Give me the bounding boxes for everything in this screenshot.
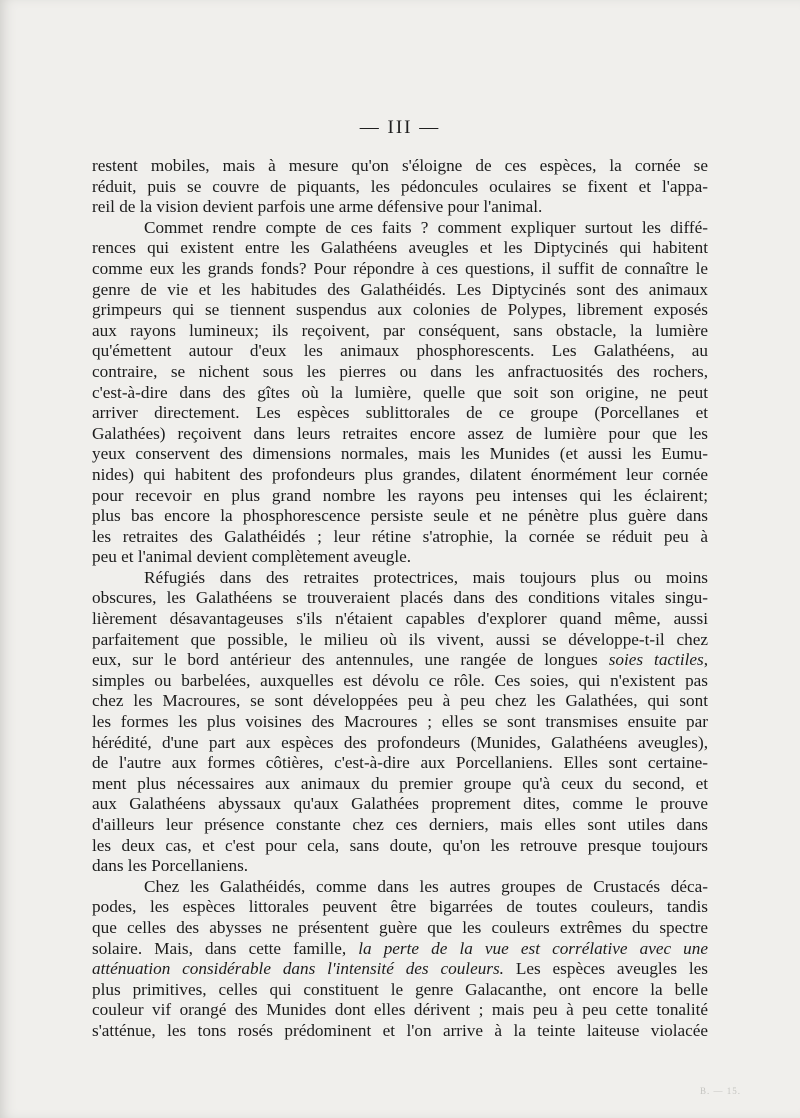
text-segment: contraire, se nichent sous les pierres ou dans les anfractuosités des rochers, [92, 361, 708, 381]
text-line [92, 671, 708, 692]
text-line [92, 465, 708, 486]
text-segment: , [703, 650, 708, 670]
text-line [92, 794, 708, 815]
text-segment: chez les Macroures, se sont développées peu à peu chez les Galathées, qui sont [92, 691, 708, 711]
text-line [92, 630, 708, 651]
text-segment: c'est-à-dire dans des gîtes où la lumière, quelle que soit son origine, ne peut [92, 382, 708, 402]
text-line [92, 877, 708, 898]
text-line [92, 918, 708, 939]
text-segment: hérédité, d'une part aux espèces des profondeurs (Munides, Galathéens aveugles), [92, 732, 708, 752]
text-line [92, 444, 708, 465]
text-segment: restent mobiles, mais à mesure qu'on s'éloigne de ces espèces, la cornée se [92, 156, 708, 175]
italic-text: la perte de la vue est corrélative avec une [358, 938, 709, 958]
text-line [92, 300, 708, 321]
text-segment: grimpeurs qui se tiennent suspendus aux colonies de Polypes, librement exposés [92, 300, 708, 320]
text-segment: obscures, les Galathéens se trouveraient placés dans des conditions vitales singu- [92, 588, 708, 608]
text-segment: peu et l'animal devient complètement aveugle. [92, 547, 412, 567]
text-segment: pour recevoir en plus grand nombre les rayons peu intenses qui les éclairent; [92, 485, 708, 505]
text-segment: d'ailleurs leur présence constante chez ces derniers, mais elles sont utiles dans [92, 815, 708, 834]
text-segment: les formes les plus voisines des Macroures ; elles se sont transmises ensuite par [92, 712, 708, 732]
text-segment: podes, les espèces littorales peuvent être bigarrées de toutes couleurs, tandis [92, 897, 708, 917]
text-line [92, 156, 708, 177]
text-line [92, 527, 708, 548]
text-line [92, 609, 708, 630]
text-segment: couleur vif orangé des Munides dont elles dérivent ; mais peu à peu cette tonalité [92, 1000, 708, 1020]
text-line [92, 383, 708, 404]
text-segment: ment plus nécessaires aux animaux du premier groupe qu'à ceux du second, et [92, 773, 708, 793]
signature-mark: B. — 15. [700, 1086, 742, 1096]
text-segment: parfaitement que possible, le milieu où ils vivent, aussi se développe-t-il chez [92, 629, 708, 649]
text-segment: Commet rendre compte de ces faits ? comment expliquer surtout les diffé- [144, 217, 708, 237]
text-line [92, 712, 708, 733]
text-segment: réduit, puis se couvre de piquants, les pédoncules oculaires se fixent et l'appa- [92, 176, 708, 196]
text-line [92, 259, 708, 280]
body-text [92, 156, 708, 1042]
text-line [92, 506, 708, 527]
text-segment: genre de vie et les habitudes des Galathéidés. Les Diptycinés sont des animaux [92, 279, 708, 299]
text-segment: dans les Porcellaniens. [92, 856, 249, 876]
text-line [92, 1000, 708, 1021]
text-segment: reil de la vision devient parfois une arme défensive pour l'animal. [92, 197, 543, 217]
text-line [92, 547, 708, 568]
text-segment: comme eux les grands fonds? Pour répondre à ces questions, il suffit de connaître le [92, 258, 708, 278]
text-segment: yeux conservent des dimensions normales, mais les Munides (et aussi les Eumu- [92, 444, 708, 464]
text-segment: plus primitives, celles qui constituent le genre Galacanthe, ont encore la belle [92, 979, 708, 999]
text-line [92, 568, 708, 589]
text-line [92, 897, 708, 918]
text-segment: aux Galathéens abyssaux qu'aux Galathées proprement dites, comme le prouve [92, 794, 708, 814]
text-segment: qu'émettent autour d'eux les animaux phosphorescents. Les Galathéens, au [92, 341, 708, 361]
text-line [92, 588, 708, 609]
text-line [92, 980, 708, 1001]
text-line [92, 424, 708, 445]
text-segment: de l'autre aux formes côtières, c'est-à-dire aux Porcellaniens. Elles sont certaine- [92, 753, 708, 773]
text-line [92, 362, 708, 383]
text-line [92, 959, 708, 980]
text-segment: les retraites des Galathéidés ; leur rétine s'atrophie, la cornée se réduit peu à [92, 526, 708, 546]
text-line [92, 733, 708, 754]
text-line [92, 753, 708, 774]
text-segment: Réfugiés dans des retraites protectrices, mais toujours plus ou moins [144, 567, 708, 587]
text-line [92, 691, 708, 712]
text-line [92, 341, 708, 362]
text-segment: simples ou barbelées, auxquelles est dévolu ce rôle. Ces soies, qui n'existent pas [92, 670, 708, 690]
text-segment: s'atténue, les tons rosés prédominent et l'on arrive à la teinte laiteuse violacée [92, 1020, 708, 1040]
text-line [92, 939, 708, 960]
text-segment: Chez les Galathéidés, comme dans les autres groupes de Crustacés déca- [144, 876, 708, 896]
text-segment: aux rayons lumineux; ils reçoivent, par conséquent, sans obstacle, la lumière [92, 320, 708, 340]
text-line [92, 403, 708, 424]
text-line [92, 321, 708, 342]
text-line [92, 650, 708, 671]
text-segment: lièrement désavantageuses s'ils n'étaient capables d'explorer quand même, aussi [92, 609, 708, 629]
text-line [92, 238, 708, 259]
italic-text: soies tactiles [608, 650, 704, 670]
text-segment: arriver directement. Les espèces sublittorales de ce groupe (Porcellanes et [92, 403, 708, 423]
text-line [92, 856, 708, 877]
text-line [92, 218, 708, 239]
text-segment: solaire. Mais, dans cette famille, [92, 938, 359, 958]
text-line [92, 177, 708, 198]
text-line [92, 774, 708, 795]
italic-text: atténuation considérable dans l'intensité des couleurs. [92, 959, 504, 979]
text-segment: plus bas encore la phosphorescence persiste seule et ne pénètre plus guère dans [92, 506, 708, 526]
text-segment: rences qui existent entre les Galathéens aveugles et les Diptycinés qui habitent [92, 238, 708, 258]
page-number: — III — [359, 117, 441, 138]
text-line [92, 197, 708, 218]
text-line [92, 486, 708, 507]
text-segment: que celles des abysses ne présentent guère que les couleurs extrêmes du spectre [92, 917, 708, 937]
text-line [92, 836, 708, 857]
text-segment: Galathées) reçoivent dans leurs retraites encore assez de lumière pour que les [92, 423, 708, 443]
text-segment: eux, sur le bord antérieur des antennules, une rangée de longues [92, 650, 609, 670]
text-segment: Les espèces aveugles les [503, 959, 708, 979]
text-segment: les deux cas, et c'est pour cela, sans doute, qu'on les retrouve presque toujours [92, 835, 708, 855]
text-line [92, 1021, 708, 1042]
text-segment: nides) qui habitent des profondeurs plus grandes, dilatent énormément leur cornée [92, 464, 708, 484]
text-line [92, 815, 708, 836]
text-line [92, 280, 708, 301]
